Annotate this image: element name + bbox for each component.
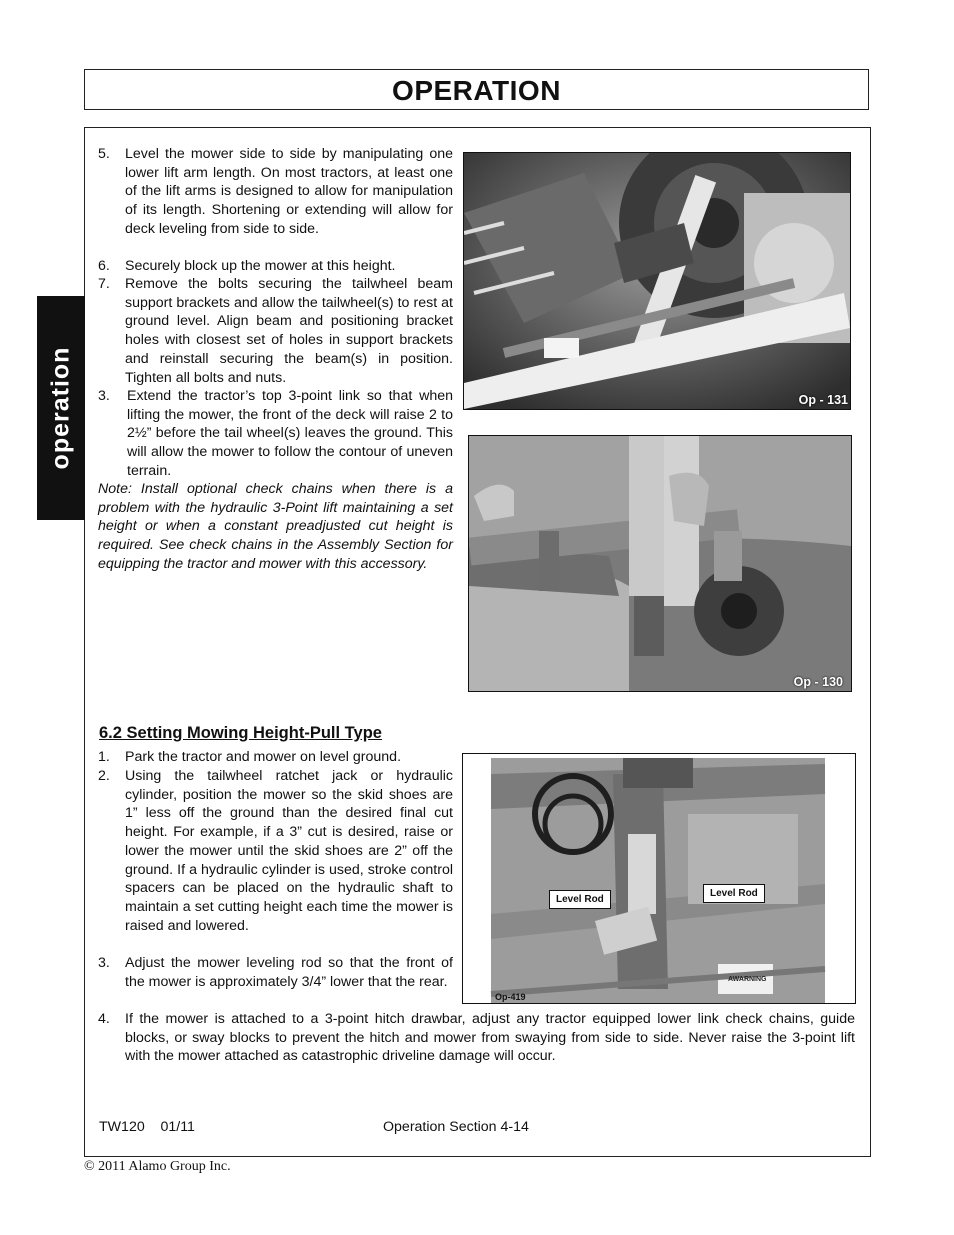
list-item — [98, 1010, 855, 1067]
step-number: 1. — [98, 749, 110, 765]
step-text: Using the tailwheel ratchet jack or hydraulic cylinder, position the mower so the skid shoes are 1” less off the ground than the desired final cut height. For example, if a 3” cut is desired, raise or lower the mower until the skid shoes are 2” off the ground. If a hydraulic cylinder is used, stroke control spacers can be placed on the hydraulic shaft to maintain a set cutting height each time the mower is raised and lowered. — [125, 768, 453, 934]
section-heading: 6.2 Setting Mowing Height-Pull Type — [99, 724, 382, 742]
step-text: Securely block up the mower at this height. — [125, 258, 396, 274]
list-item — [98, 257, 453, 276]
photo-label: Op - 130 — [793, 675, 843, 689]
photo-label: Op - 131 — [798, 393, 848, 407]
page-title: OPERATION — [392, 75, 561, 106]
photo-mower-deck — [462, 753, 856, 1004]
photo-lift-arm — [463, 152, 851, 410]
step-text: Remove the bolts securing the tailwheel beam support brackets and allow the tailwheel(s) to rest at ground level. Align beam and positioning bracket holes with closest set of holes in support brackets and reinstall securing the beam(s) in position. Tighten all bolts and nuts. — [125, 276, 453, 386]
step-text: Level the mower side to side by manipulating one lower lift arm length. On most tractors, at least one of the lift arms is designed to allow for manipulation of its length. Shortening or extending will allow for deck leveling from side to side. — [125, 146, 453, 237]
step-number: 7. — [98, 276, 110, 292]
step-number: 3. — [98, 388, 110, 404]
step-number: 5. — [98, 146, 110, 162]
mower-deck-image — [463, 754, 855, 1003]
step-number: 2. — [98, 768, 110, 784]
footer-section-page: Operation Section 4-14 — [383, 1119, 529, 1135]
side-tab — [37, 296, 85, 520]
list-item — [98, 767, 453, 954]
level-rod-callout: Level Rod — [703, 884, 765, 903]
footer-model: TW120 01/11 — [99, 1119, 195, 1135]
copyright: © 2011 Alamo Group Inc. — [84, 1159, 231, 1174]
list-item — [98, 954, 453, 1011]
tailwheel-image — [469, 436, 851, 691]
list-item — [98, 145, 453, 257]
photo-tailwheel — [468, 435, 852, 692]
photo-label: Op-419 — [495, 992, 526, 1002]
list-item — [98, 387, 453, 481]
lift-arm-image — [464, 153, 850, 409]
warning-sticker-text: AWARNING — [728, 976, 767, 983]
note-text: Note: Install optional check chains when there is a problem with the hydraulic 3-Point lift maintaining a set height or when a constant preadjusted cut height is required. See check chains in the Assembly Section for equipping the tractor and mower with this accessory. — [98, 481, 453, 572]
step-number: 4. — [98, 1011, 110, 1027]
level-rod-callout: Level Rod — [549, 890, 611, 909]
list-item — [98, 275, 453, 387]
step-number: 3. — [98, 955, 110, 971]
step-number: 6. — [98, 258, 110, 274]
side-tab-label: operation — [46, 346, 75, 470]
header-box — [84, 69, 869, 110]
step-text: Adjust the mower leveling rod so that the front of the mower is approximately 3/4” lower that the rear. — [125, 955, 453, 990]
list-item — [98, 748, 453, 767]
step-text: Park the tractor and mower on level ground. — [125, 749, 402, 765]
step-text: Extend the tractor’s top 3-point link so that when lifting the mower, the front of the deck will raise 2 to 2½” before the tail wheel(s) leaves the ground. This will allow the mower to follow the contour of uneven terrain. — [127, 388, 453, 479]
step-text: If the mower is attached to a 3-point hitch drawbar, adjust any tractor equipped lower link check chains, guide blocks, or sway blocks to prevent the hitch and mower from swaying from side to side. Never raise the 3-point lift with the mower attached as catastrophic driveline damage will occur. — [125, 1011, 855, 1065]
